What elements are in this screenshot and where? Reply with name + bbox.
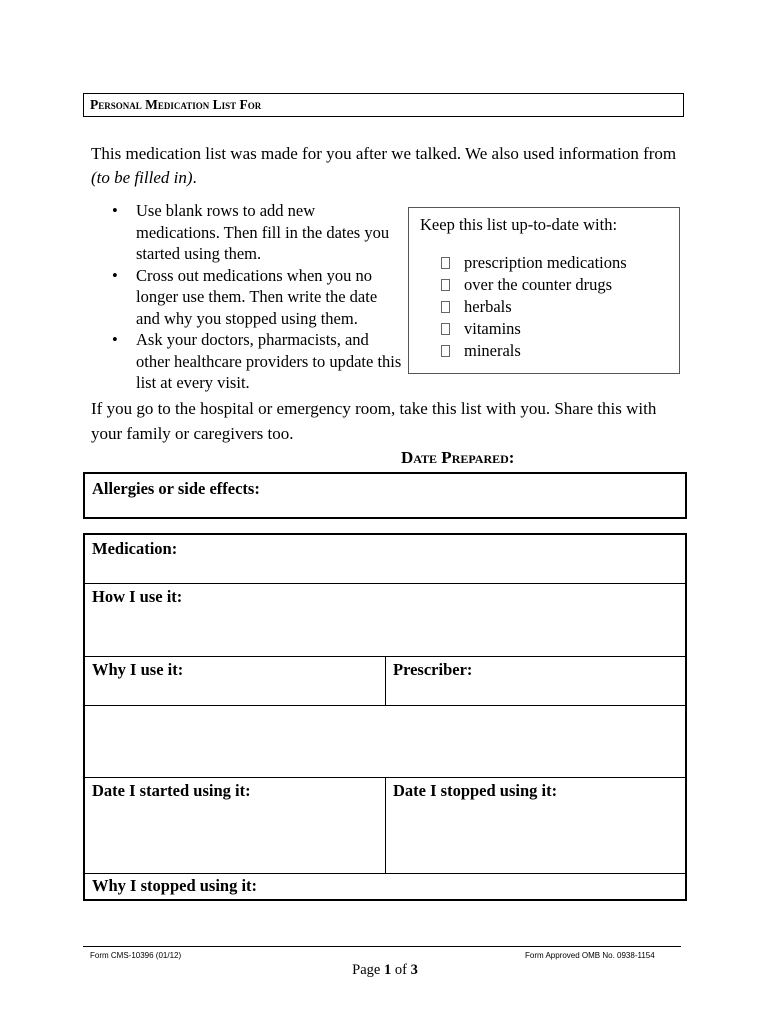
keep-box-item-label: over the counter drugs bbox=[464, 275, 612, 294]
how-i-use-label: How I use it: bbox=[92, 587, 183, 606]
date-stopped-label: Date I stopped using it: bbox=[393, 781, 558, 800]
why-i-use-label: Why I use it: bbox=[92, 660, 184, 679]
page-of: of bbox=[394, 962, 407, 978]
keep-box-item-label: vitamins bbox=[464, 319, 521, 338]
intro-paragraph bbox=[91, 142, 691, 190]
footer-rule bbox=[83, 946, 681, 947]
date-prepared-label: Date Prepared: bbox=[401, 448, 515, 467]
form-title-box bbox=[83, 93, 684, 117]
hospital-note: If you go to the hospital or emergency room, take this list with you. Share this with your family or caregivers too. bbox=[91, 399, 657, 443]
page-number bbox=[0, 962, 770, 979]
keep-box-item bbox=[441, 252, 627, 274]
checkbox-icon[interactable] bbox=[441, 279, 450, 291]
keep-box-list bbox=[441, 252, 627, 362]
row-divider bbox=[85, 705, 685, 706]
page-total: 3 bbox=[410, 962, 418, 978]
allergies-label: Allergies or side effects: bbox=[92, 479, 260, 498]
keep-box-item-label: prescription medications bbox=[464, 253, 627, 272]
column-divider bbox=[385, 656, 386, 705]
instruction-item: • Cross out medications when you no longer use them. Then write the date and why you stopped using them. bbox=[112, 265, 402, 330]
instruction-item: • Ask your doctors, pharmacists, and other healthcare providers to update this list at every visit. bbox=[112, 329, 402, 394]
checkbox-icon[interactable] bbox=[441, 257, 450, 269]
instruction-list bbox=[112, 200, 402, 394]
medication-table bbox=[83, 533, 687, 901]
intro-text: This medication list was made for you after we talked. We also used information from bbox=[91, 144, 677, 163]
keep-box-title: Keep this list up-to-date with: bbox=[420, 215, 618, 234]
prescriber-label: Prescriber: bbox=[393, 660, 473, 679]
intro-end: . bbox=[192, 168, 197, 187]
page-word: Page bbox=[352, 962, 381, 978]
keep-box-item bbox=[441, 296, 627, 318]
page-current: 1 bbox=[383, 962, 392, 978]
intro-fill-note: (to be filled in) bbox=[91, 168, 193, 187]
keep-box-item-label: minerals bbox=[464, 341, 521, 360]
keep-up-to-date-box bbox=[408, 207, 680, 374]
row-divider bbox=[85, 873, 685, 874]
keep-box-item-label: herbals bbox=[464, 297, 512, 316]
omb-approval: Form Approved OMB No. 0938-1154 bbox=[525, 951, 655, 960]
checkbox-icon[interactable] bbox=[441, 323, 450, 335]
instruction-item: • Use blank rows to add new medications. Then fill in the dates you started using them. bbox=[112, 200, 402, 265]
keep-box-item bbox=[441, 340, 627, 362]
row-divider bbox=[85, 583, 685, 584]
allergies-field[interactable] bbox=[83, 472, 687, 519]
date-started-label: Date I started using it: bbox=[92, 781, 251, 800]
checkbox-icon[interactable] bbox=[441, 301, 450, 313]
form-id: Form CMS-10396 (01/12) bbox=[90, 951, 182, 960]
column-divider bbox=[385, 777, 386, 873]
checkbox-icon[interactable] bbox=[441, 345, 450, 357]
medication-label: Medication: bbox=[92, 539, 178, 558]
why-stopped-label: Why I stopped using it: bbox=[92, 876, 258, 895]
keep-box-item bbox=[441, 318, 627, 340]
form-title: Personal Medication List For bbox=[90, 97, 262, 112]
keep-box-item bbox=[441, 274, 627, 296]
